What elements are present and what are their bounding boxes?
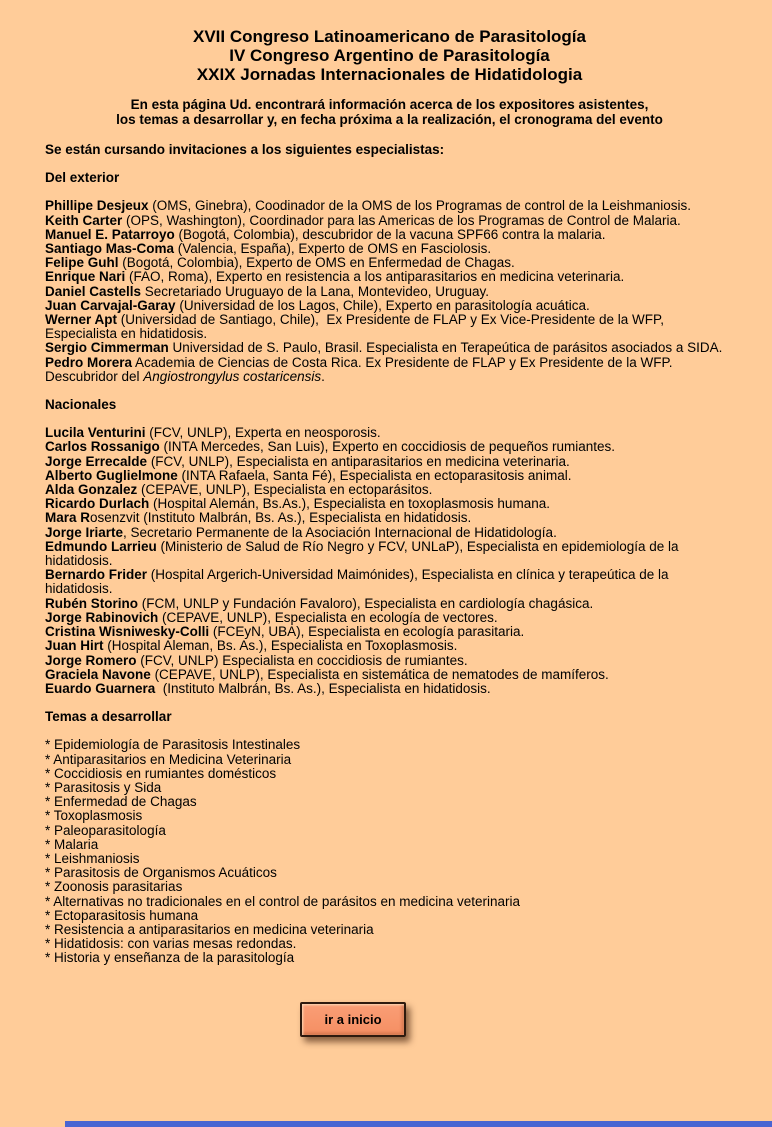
topic-item: * Alternativas no tradicionales en el control de parásitos en medicina veterinaria [45, 893, 521, 909]
topic-item: * Toxoplasmosis [45, 808, 143, 824]
topic-item: * Epidemiología de Parasitosis Intestinales [45, 737, 301, 753]
ir-a-inicio-button[interactable]: ir a inicio [300, 1002, 406, 1037]
title-line: XXIX Jornadas Internacionales de Hidatidologia [196, 65, 583, 84]
person-entry: Jorge Romero (FCV, UNLP) Especialista en coccidiosis de rumiantes. [45, 652, 468, 668]
person-entry: Lucila Venturini (FCV, UNLP), Experta en neosporosis. [45, 425, 381, 441]
person-entry: Keith Carter (OPS, Washington), Coordinador para las Americas de los Programas de Control de Malaria. [45, 212, 681, 228]
person-entry: Werner Apt (Universidad de Santiago, Chile), Ex Presidente de FLAP y Ex Vice-Presidente de la WFP, Especialista en hidatidosis. [45, 312, 668, 342]
person-entry: Alda Gonzalez (CEPAVE, UNLP), Especialista en ectoparásitos. [45, 482, 433, 498]
person-entry: Daniel Castells Secretariado Uruguayo de la Lana, Montevideo, Uruguay. [45, 283, 490, 299]
topic-item: * Coccidiosis en rumiantes domésticos [45, 765, 277, 781]
page-content [0, 27, 772, 1037]
person-entry: Ricardo Durlach (Hospital Alemán, Bs.As.), Especialista en toxoplasmosis humana. [45, 496, 550, 512]
person-entry: Alberto Guglielmone (INTA Rafaela, Santa Fé), Especialista en ectoparasitosis animal. [45, 467, 572, 483]
person-entry: Edmundo Larrieu (Ministerio de Salud de Río Negro y FCV, UNLaP), Especialista en epidemiología de la hidatidosis. [45, 538, 683, 569]
person-entry: Enrique Nari (FAO, Roma), Experto en resistencia a los antiparasitarios en medicina veterinaria. [45, 269, 625, 285]
topic-item: * Resistencia a antiparasitarios en medicina veterinaria [45, 921, 374, 937]
topic-item: * Leishmaniosis [45, 850, 140, 866]
person-entry: Euardo Guarnera (Instituto Malbrán, Bs. As.), Especialista en hidatidosis. [45, 680, 491, 696]
button-row [45, 1002, 734, 1037]
topic-item: * Parasitosis y Sida [45, 779, 162, 795]
person-entry: Manuel E. Patarroyo (Bogotá, Colombia), descubridor de la vacuna SPF66 contra la malaria. [45, 226, 606, 242]
heading-nacionales: Nacionales [45, 397, 117, 413]
person-entry: Rubén Storino (FCM, UNLP y Fundación Favaloro), Especialista en cardiología chagásica. [45, 595, 594, 611]
bottom-blue-strip [65, 1121, 772, 1127]
person-entry: Graciela Navone (CEPAVE, UNLP), Especialista en sistemática de nematodes de mamíferos. [45, 666, 609, 682]
person-entry: Sergio Cimmerman Universidad de S. Paulo, Brasil. Especialista en Terapeútica de parásitos asociados a SIDA. [45, 340, 723, 356]
heading-temas: Temas a desarrollar [45, 709, 172, 725]
nacionales-people-list [45, 426, 734, 696]
topic-item: * Zoonosis parasitarias [45, 879, 183, 895]
topic-item: * Antiparasitarios en Medicina Veterinaria [45, 751, 292, 767]
title-line: XVII Congreso Latinoamericano de Parasitología [193, 27, 586, 46]
person-entry: Phillipe Desjeux (OMS, Ginebra), Coodinador de la OMS de los Programas de control de la Leishmaniosis. [45, 198, 692, 214]
person-entry: Jorge Errecalde (FCV, UNLP), Especialista en antiparasitarios en medicina veterinaria. [45, 453, 570, 469]
person-entry: Juan Hirt (Hospital Aleman, Bs. As.), Especialista en Toxoplasmosis. [45, 638, 458, 654]
intro-line: los temas a desarrollar y, en fecha próxima a la realización, el cronograma del evento [116, 112, 663, 127]
topic-item: * Malaria [45, 836, 99, 852]
person-entry: Mara Rosenzvit (Instituto Malbrán, Bs. As.), Especialista en hidatidosis. [45, 510, 472, 526]
topic-item: * Parasitosis de Organismos Acuáticos [45, 865, 277, 881]
person-entry: Jorge Rabinovich (CEPAVE, UNLP), Especialista en ecología de vectores. [45, 609, 498, 625]
heading-del-exterior: Del exterior [45, 170, 120, 186]
person-entry: Juan Carvajal-Garay (Universidad de los Lagos, Chile), Experto en parasitología acuática. [45, 297, 590, 313]
intro-line: En esta página Ud. encontrará información acerca de los expositores asistentes, [130, 97, 649, 112]
exterior-people-list [45, 199, 734, 384]
person-entry: Carlos Rossanigo (INTA Mercedes, San Luis), Experto en coccidiosis de pequeños rumiantes. [45, 439, 616, 455]
topic-item: * Paleoparasitología [45, 822, 166, 838]
person-entry: Jorge Iriarte, Secretario Permanente de la Asociación Internacional de Hidatidología. [45, 524, 557, 540]
topic-item: * Hidatidosis: con varias mesas redondas. [45, 936, 297, 952]
topic-item: * Historia y enseñanza de la parasitología [45, 950, 295, 966]
person-entry: Felipe Guhl (Bogotá, Colombia), Experto de OMS en Enfermedad de Chagas. [45, 255, 515, 271]
topic-item: * Ectoparasitosis humana [45, 907, 199, 923]
person-entry: Bernardo Frider (Hospital Argerich-Universidad Maimónides), Especialista en clínica y terapeútica de la hidatidosis. [45, 567, 673, 597]
page-title [45, 27, 734, 84]
page-intro [45, 97, 734, 127]
topic-item: * Enfermedad de Chagas [45, 794, 197, 810]
person-entry: Santiago Mas-Coma (Valencia, España), Experto de OMS en Fasciolosis. [45, 241, 492, 257]
topics-list [45, 738, 734, 965]
person-entry: Cristina Wisniwesky-Colli (FCEyN, UBA), Especialista en ecología parasitaria. [45, 624, 525, 640]
title-line: IV Congreso Argentino de Parasitología [229, 46, 550, 65]
person-entry: Pedro Morera Academia de Ciencias de Costa Rica. Ex Presidente de FLAP y Ex Presidente de la WFP. Descubridor del Angiostrongylus costaricensis. [45, 354, 677, 384]
invitation-line: Se están cursando invitaciones a los siguientes especialistas: [45, 142, 445, 157]
